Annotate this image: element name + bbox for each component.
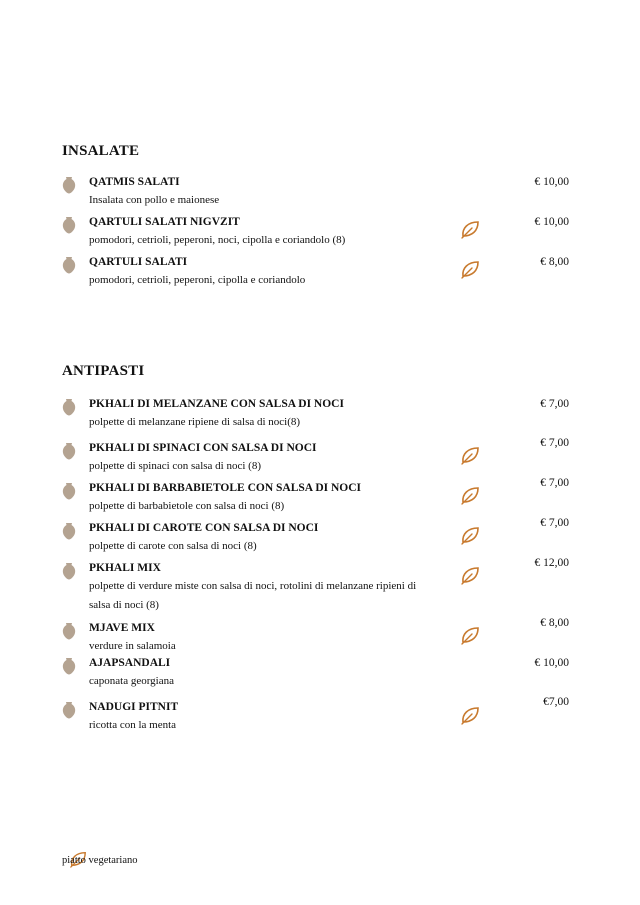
item-description: ricotta con la menta bbox=[89, 719, 177, 731]
leaf-icon bbox=[459, 485, 481, 505]
leaf-icon bbox=[459, 525, 481, 545]
item-name: PKHALI DI BARBABIETOLE CON SALSA DI NOCI bbox=[89, 482, 362, 494]
item-name: PKHALI MIX bbox=[89, 562, 161, 574]
item-price: € 10,00 bbox=[534, 176, 569, 188]
item-description: pomodori, cetrioli, peperoni, noci, cipolla e coriandolo (8) bbox=[89, 234, 346, 246]
item-price: € 10,00 bbox=[534, 657, 569, 669]
item-price: € 8,00 bbox=[540, 617, 569, 629]
item-description: polpette di carote con salsa di noci (8) bbox=[89, 540, 257, 552]
item-name: MJAVE MIX bbox=[89, 622, 155, 634]
item-price: € 7,00 bbox=[540, 517, 569, 529]
leaf-icon bbox=[459, 445, 481, 465]
jug-icon bbox=[62, 562, 76, 580]
jug-icon bbox=[62, 216, 76, 234]
item-description: polpette di barbabietole con salsa di noci (8) bbox=[89, 500, 285, 512]
item-price: € 8,00 bbox=[540, 256, 569, 268]
leaf-icon bbox=[459, 565, 481, 585]
item-description: pomodori, cetrioli, peperoni, cipolla e coriandolo bbox=[89, 274, 306, 286]
item-description: verdure in salamoia bbox=[89, 640, 176, 652]
item-description: caponata georgiana bbox=[89, 675, 175, 687]
item-description: Insalata con pollo e maionese bbox=[89, 194, 220, 206]
section-title-insalate: INSALATE bbox=[62, 143, 140, 159]
item-price: € 7,00 bbox=[540, 477, 569, 489]
jug-icon bbox=[62, 701, 76, 719]
item-name: PKHALI DI CAROTE CON SALSA DI NOCI bbox=[89, 522, 319, 534]
item-price: € 7,00 bbox=[540, 437, 569, 449]
jug-icon bbox=[62, 482, 76, 500]
item-price: € 7,00 bbox=[540, 398, 569, 410]
jug-icon bbox=[62, 522, 76, 540]
section-title-antipasti: ANTIPASTI bbox=[62, 363, 145, 379]
item-price: € 10,00 bbox=[534, 216, 569, 228]
item-description: salsa di noci (8) bbox=[89, 599, 159, 611]
jug-icon bbox=[62, 622, 76, 640]
jug-icon bbox=[62, 657, 76, 675]
item-name: PKHALI DI MELANZANE CON SALSA DI NOCI bbox=[89, 398, 344, 410]
leaf-icon bbox=[459, 259, 481, 279]
item-name: PKHALI DI SPINACI CON SALSA DI NOCI bbox=[89, 442, 317, 454]
item-description: polpette di melanzane ripiene di salsa di noci(8) bbox=[89, 416, 301, 428]
item-description: polpette di verdure miste con salsa di noci, rotolini di melanzane ripieni di bbox=[89, 580, 417, 592]
item-name: QARTULI SALATI bbox=[89, 256, 188, 268]
jug-icon bbox=[62, 442, 76, 460]
item-description: polpette di spinaci con salsa di noci (8) bbox=[89, 460, 261, 472]
vegetarian-legend: piatto vegetariano bbox=[62, 855, 138, 866]
item-name: AJAPSANDALI bbox=[89, 657, 171, 669]
leaf-icon bbox=[459, 219, 481, 239]
jug-icon bbox=[62, 176, 76, 194]
item-price: € 12,00 bbox=[534, 557, 569, 569]
jug-icon bbox=[62, 398, 76, 416]
item-name: NADUGI PITNIT bbox=[89, 701, 179, 713]
item-price: €7,00 bbox=[543, 696, 569, 708]
item-name: QARTULI SALATI NIGVZIT bbox=[89, 216, 240, 228]
leaf-icon bbox=[459, 625, 481, 645]
leaf-icon bbox=[459, 705, 481, 725]
item-name: QATMIS SALATI bbox=[89, 176, 180, 188]
jug-icon bbox=[62, 256, 76, 274]
